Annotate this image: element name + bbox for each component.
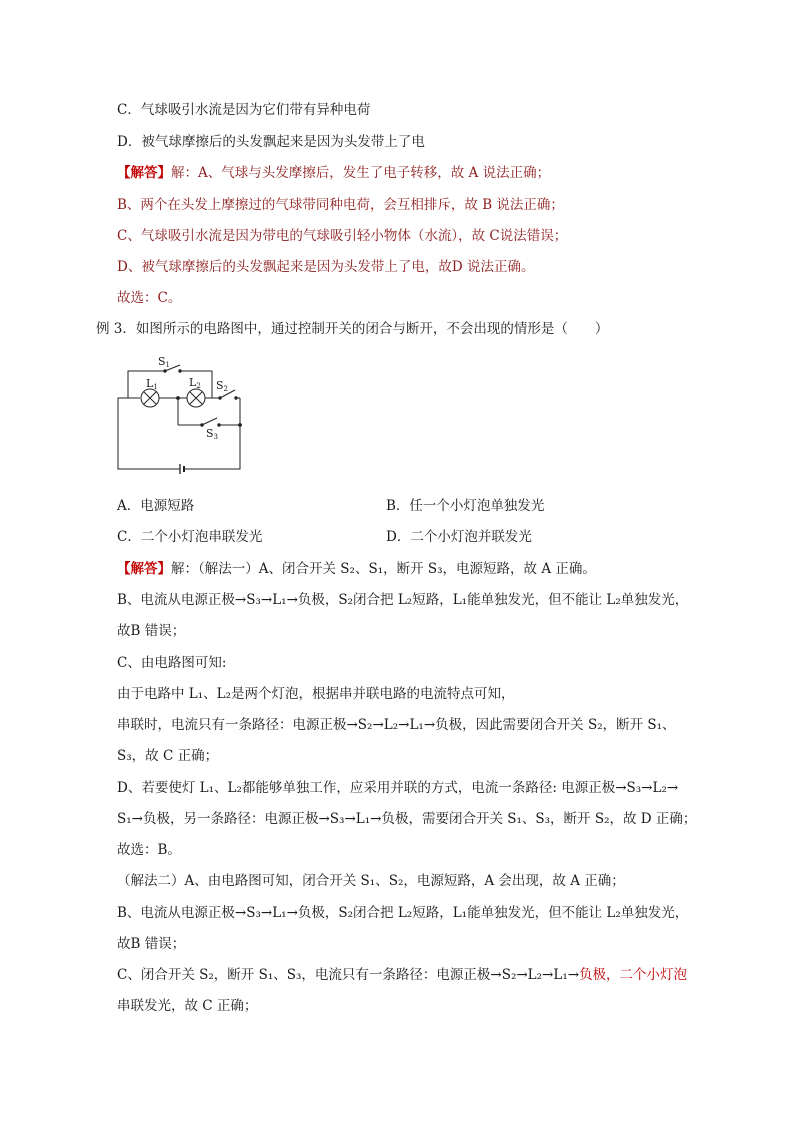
answer-text: 解：A、气球与头发摩擦后，发生了电子转移，故 A 说法正确； (171, 165, 551, 181)
solution-line-1 (117, 560, 596, 578)
solution-line-8: D、若要使灯 L₁、L₂都能够单独工作，应采用并联的方式，电流一条路径: 电源正极→S₃→L₂→ (117, 780, 679, 796)
label-l2: L2 (189, 376, 201, 390)
label-s1: S1 (158, 355, 171, 369)
switch-s3-blade (202, 418, 217, 425)
solution-text: 解：（解法一）A、闭合开关 S₂、S₁，断开 S₃，电源短路，故 A 正确。 (171, 561, 596, 577)
solution-line-11: （解法二）A、由电路图可知，闭合开关 S₁、S₂，电源短路，A 会出现，故 A 正确； (117, 873, 625, 889)
solution-line-5: 由于电路中 L₁、L₂是两个灯泡，根据串并联电路的电流特点可知， (117, 686, 515, 702)
answer-d: D、被气球摩擦后的头发飘起来是因为头发带上了电，故D 说法正确。 (117, 259, 535, 275)
solution-line-6: 串联时，电流只有一条路径：电源正极→S₂→L₂→L₁→负极，因此需要闭合开关 S₂，断开 S₁、 (117, 717, 676, 733)
circuit-diagram (110, 350, 250, 475)
solution-line-2: B、电流从电源正极→S₃→L₁→负极，S₂闭合把 L₂短路，L₁能单独发光，但不能让 L₂单独发光， (117, 592, 689, 608)
solution-line-9: S₁→负极，另一条路径：电源正极→S₃→L₁→负极，需要闭合开关 S₁、S₃，断开 S₂，故 D 正确； (117, 811, 697, 827)
example3-question: 例 3．如图所示的电路图中，通过控制开关的闭合与断开，不会出现的情形是（ ） (96, 321, 609, 337)
label-l1: L1 (146, 377, 158, 391)
solution-line-10: 故选：B。 (117, 842, 181, 858)
option-d: D．被气球摩擦后的头发飘起来是因为头发带上了电 (117, 134, 425, 150)
answer-choice: 故选：C。 (117, 290, 182, 306)
option-c: C．气球吸引水流是因为它们带有异种电荷 (117, 102, 371, 118)
example3-option-d: D．二个小灯泡并联发光 (386, 529, 532, 545)
solution-line-4: C、由电路图可知: (117, 655, 227, 671)
label-s3: S3 (206, 427, 219, 441)
solution-tag: 【解答】 (117, 561, 171, 577)
answer-tag: 【解答】 (117, 165, 171, 181)
solution-line-14-text: C、闭合开关 S₂，断开 S₁、S₃，电流只有一条路径：电源正极→S₂→L₂→L₁→ (117, 967, 580, 983)
answer-intro (117, 164, 550, 182)
solution-line-13: 故B 错误； (117, 936, 186, 952)
solution-line-14 (117, 966, 687, 984)
solution-line-3: 故B 错误； (117, 623, 186, 639)
solution-line-15: 串联发光，故 C 正确； (117, 998, 258, 1014)
answer-c: C、气球吸引水流是因为带电的气球吸引轻小物体（水流），故 C说法错误； (117, 228, 568, 244)
example3-option-b: B．任一个小灯泡单独发光 (386, 498, 545, 514)
example3-option-a: A．电源短路 (117, 498, 195, 514)
solution-line-7: S₃，故 C 正确； (117, 748, 219, 764)
example3-option-c: C．二个小灯泡串联发光 (117, 529, 263, 545)
label-s2: S2 (216, 379, 229, 393)
solution-line-12: B、电流从电源正极→S₃→L₁→负极，S₂闭合把 L₂短路，L₁能单独发光，但不能让 L₂单独发光， (117, 905, 689, 921)
solution-line-14-highlight: 负极，二个小灯泡 (579, 967, 688, 983)
answer-b: B、两个在头发上摩擦过的气球带同种电荷，会互相排斥，故 B 说法正确； (117, 197, 564, 213)
